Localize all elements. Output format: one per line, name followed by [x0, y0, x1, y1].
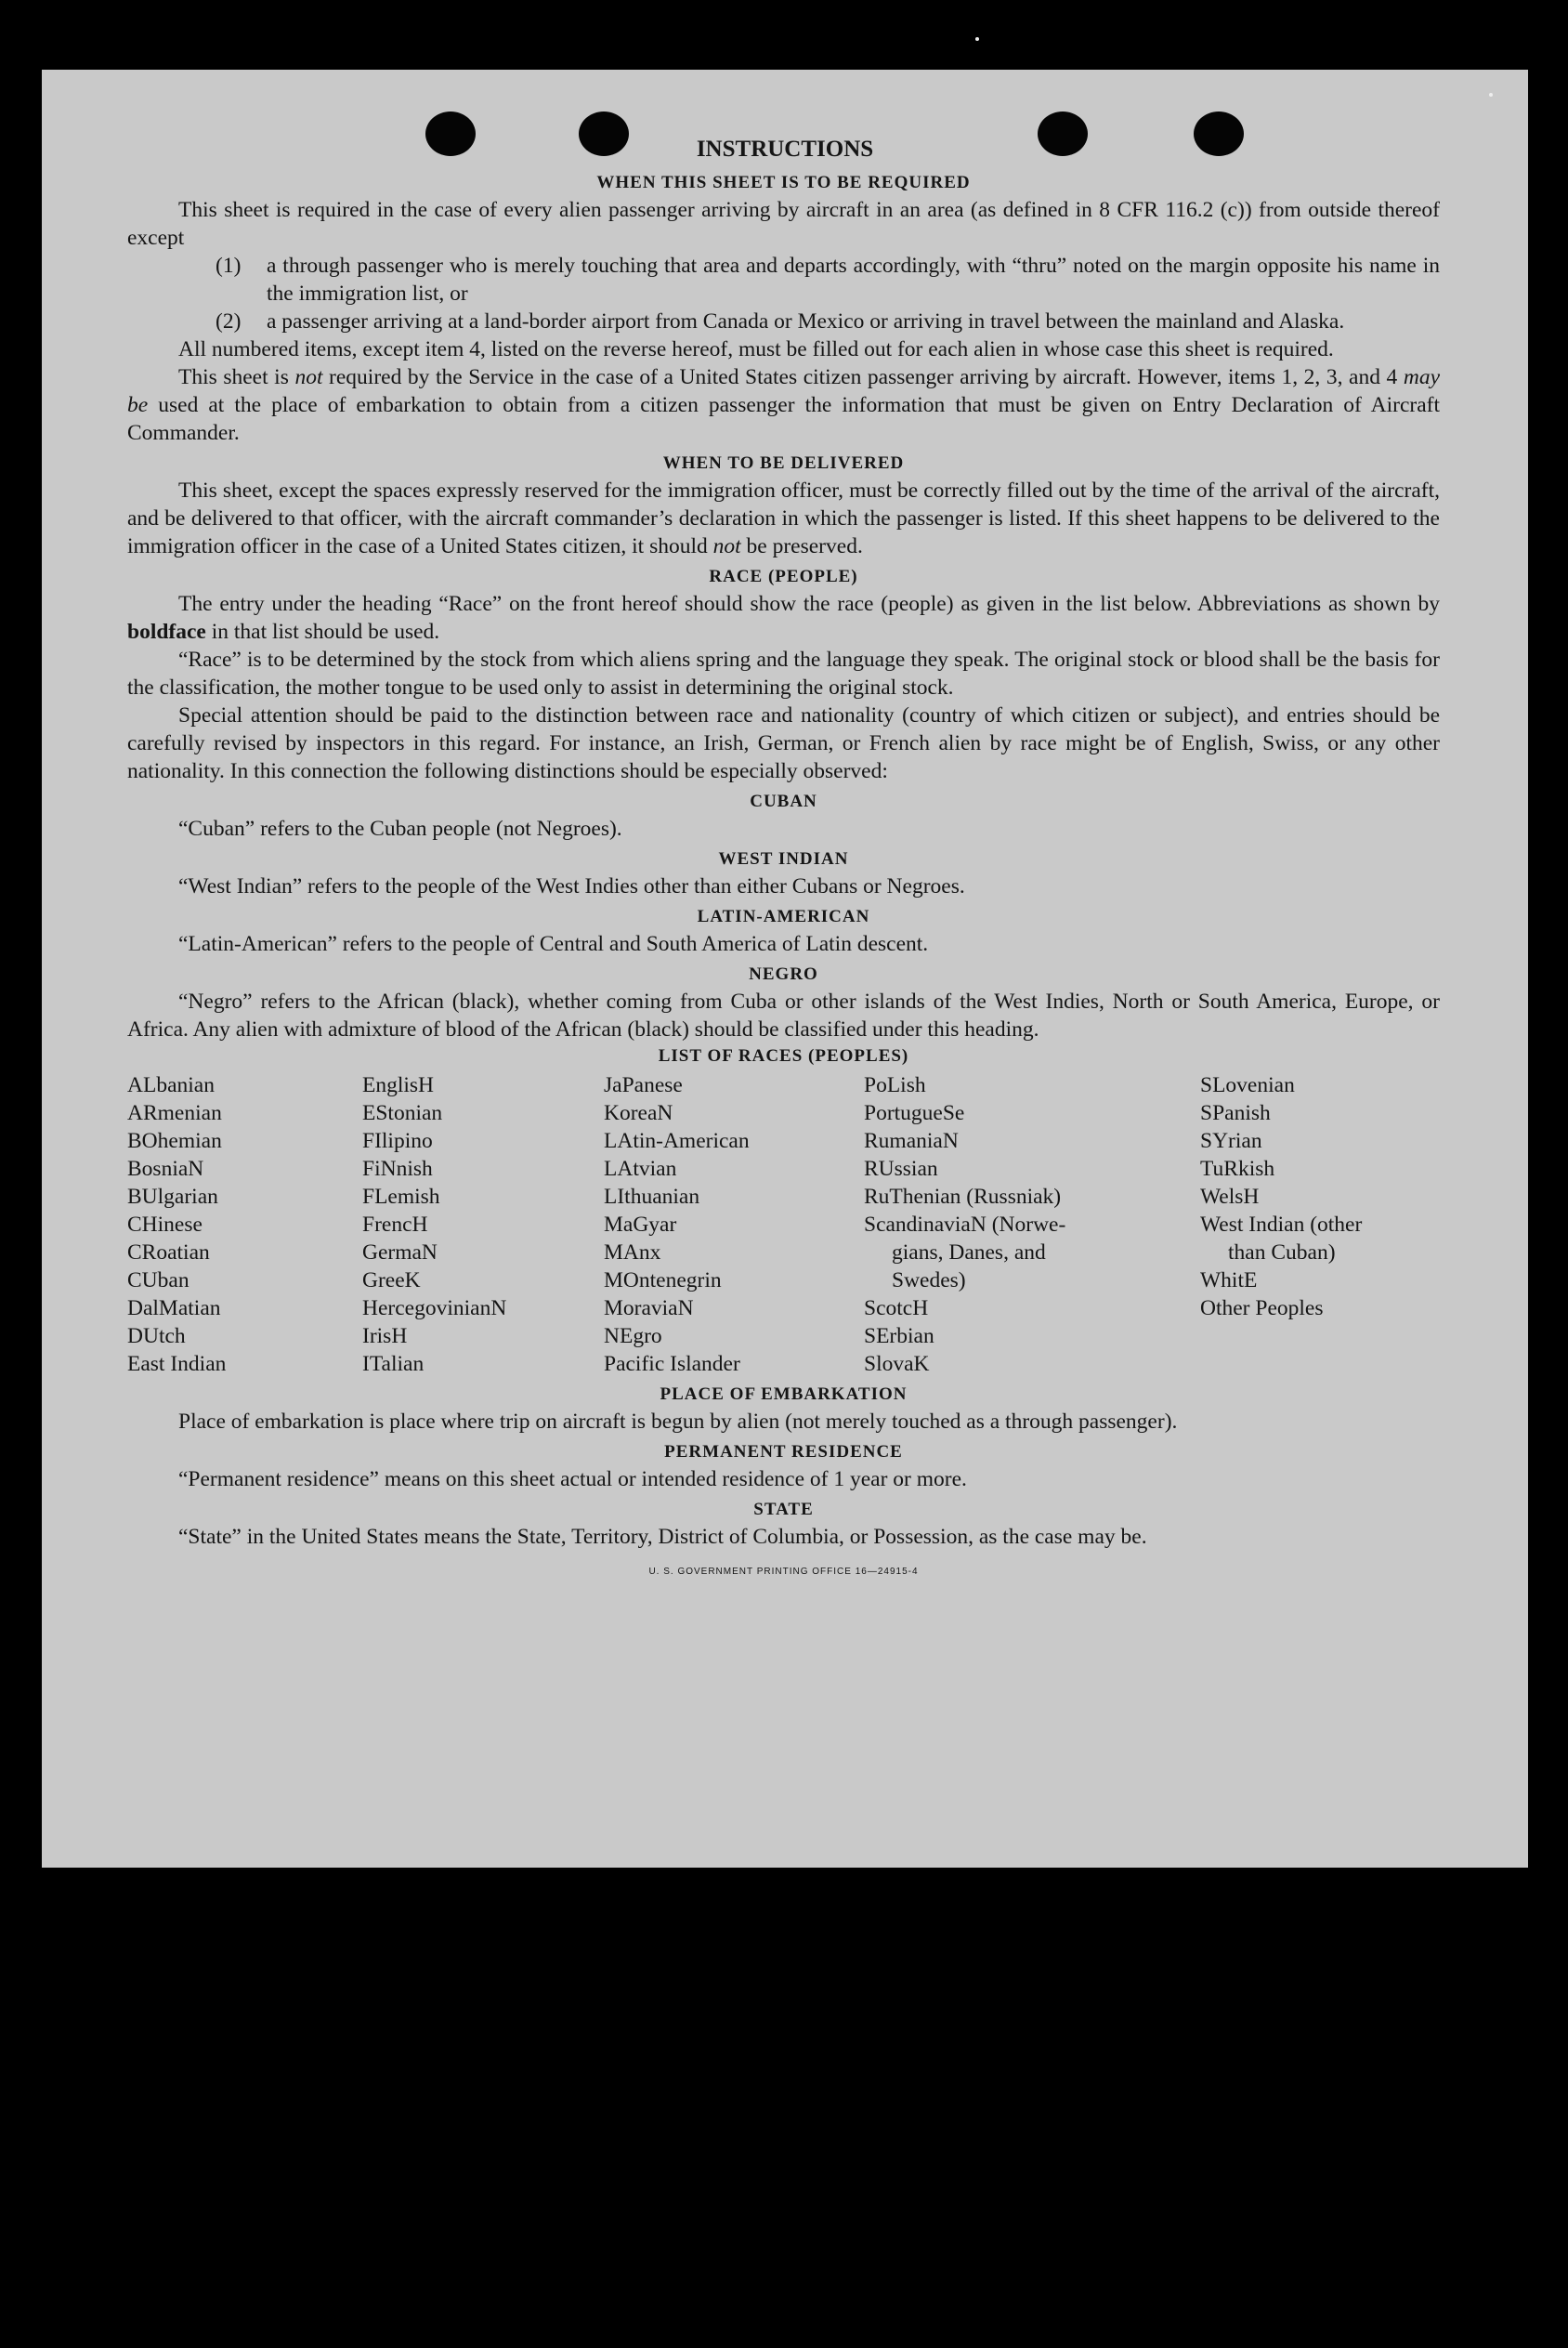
numbered-items-paragraph: All numbered items, except item 4, listed on the reverse hereof, must be filled out for each alien in whose case this sheet is required. [178, 337, 1334, 361]
race-entry: RumaniaN [864, 1129, 959, 1153]
citizen-paragraph [127, 363, 1440, 447]
race-entry: Other Peoples [1200, 1296, 1324, 1320]
race-entry: GreeK [362, 1268, 421, 1292]
latin-american-paragraph: “Latin-American” refers to the people of Central and South America of Latin descent. [178, 932, 929, 956]
item-number: (2) [216, 309, 242, 334]
race-entry: ScotcH [864, 1296, 929, 1320]
document-page [42, 70, 1528, 1868]
emphasis: not [294, 365, 323, 389]
race-entry: MoraviaN [604, 1296, 694, 1320]
race-entry: BosniaN [127, 1157, 204, 1181]
heading-latin-american: LATIN-AMERICAN [697, 907, 870, 926]
heading-cuban: CUBAN [750, 792, 817, 811]
race-entry: SLovenian [1200, 1073, 1295, 1097]
embarkation-paragraph: Place of embarkation is place where trip on aircraft is begun by alien (not merely touched as a through passenger). [178, 1410, 1178, 1434]
race-entry: gians, Danes, and [892, 1240, 1046, 1265]
race-entry: HercegovinianN [362, 1296, 507, 1320]
page-title: INSTRUCTIONS [696, 137, 874, 162]
race-paragraph-3: Special attention should be paid to the distinction between race and nationality (country of which citizen or subject), and entries should be carefully revised by inspectors in this regard. For instance, an Irish, German, or French alien by race might be of English, Swiss, or any other nationality. In this connection the following distinctions should be especially observed: [127, 703, 1440, 783]
race-entry: IrisH [362, 1324, 408, 1348]
cuban-paragraph: “Cuban” refers to the Cuban people (not Negroes). [178, 817, 622, 841]
speck [1489, 93, 1493, 97]
text-run: in that list should be used. [211, 620, 440, 644]
item-text: a through passenger who is merely touching that area and departs accordingly, with “thru” noted on the margin opposite his name in the immigration list, or [267, 254, 1440, 306]
race-entry: than Cuban) [1228, 1240, 1336, 1265]
heading-state: STATE [753, 1500, 814, 1519]
emphasis: not [712, 534, 741, 558]
heading-west-indian: WEST INDIAN [718, 849, 849, 869]
heading-list-of-races: LIST OF RACES (PEOPLES) [658, 1046, 909, 1066]
race-entry: ARmenian [127, 1101, 222, 1125]
delivered-paragraph [127, 477, 1440, 560]
race-entry: MOntenegrin [604, 1268, 722, 1292]
text-run: used at the place of embarkation to obtain from a citizen passenger the information that must be given on Entry Declaration of Aircraft Commander. [127, 393, 1441, 445]
race-entry: KoreaN [604, 1101, 673, 1125]
text-run: required by the Service in the case of a United States citizen passenger arriving by aircraft. However, items 1, 2, 3, and 4 [329, 365, 1398, 389]
item-number: (1) [216, 254, 242, 278]
race-entry: Swedes) [892, 1268, 966, 1292]
race-entry: LAtvian [604, 1157, 677, 1181]
west-indian-paragraph: “West Indian” refers to the people of the West Indies other than either Cubans or Negroes. [178, 874, 965, 899]
race-entry: LAtin-American [604, 1129, 750, 1153]
race-entry: CRoatian [127, 1240, 210, 1265]
race-entry: MAnx [604, 1240, 661, 1265]
race-entry: EStonian [362, 1101, 443, 1125]
race-entry: SPanish [1200, 1101, 1271, 1125]
race-entry: PoLish [864, 1073, 926, 1097]
race-entry: TuRkish [1200, 1157, 1275, 1181]
race-entry: FLemish [362, 1185, 440, 1209]
race-paragraph-1 [127, 590, 1440, 646]
negro-paragraph: “Negro” refers to the African (black), whether coming from Cuba or other islands of the West Indies, North or South America, Europe, or Africa. Any alien with admixture of blood of the African (black) should be classified under this heading. [127, 990, 1440, 1042]
text-run: The entry under the heading “Race” on the front hereof should show the race (people) as given in the list below. Abbreviations as shown by [178, 592, 1440, 616]
race-entry: ScandinaviaN (Norwe- [864, 1213, 1066, 1237]
exception-item [216, 252, 1440, 308]
text-run: This sheet, except the spaces expressly reserved for the immigration officer, must be correctly filled out by the time of the arrival of the aircraft, and be delivered to that officer, with the aircraft commander’s declaration in which the passenger is listed. If this sheet happens to be delivered to the immigration officer in the case of a United States citizen, it should [127, 479, 1440, 558]
bold-run: boldface [127, 620, 206, 644]
race-entry: WhitE [1200, 1268, 1258, 1292]
emphasis: may be [127, 365, 1440, 417]
race-entry: DalMatian [127, 1296, 221, 1320]
text-run: This sheet is [178, 365, 289, 389]
races-column [1200, 1071, 1432, 1378]
race-entry: JaPanese [604, 1073, 683, 1097]
instructions-body [127, 166, 1440, 1586]
race-entry: FIlipino [362, 1129, 433, 1153]
races-column [362, 1071, 604, 1378]
race-entry: CHinese [127, 1213, 203, 1237]
race-entry: SYrian [1200, 1129, 1262, 1153]
intro-paragraph: This sheet is required in the case of every alien passenger arriving by aircraft in an area (as defined in 8 CFR 116.2 (c)) from outside thereof except [127, 198, 1440, 250]
race-entry: NEgro [604, 1324, 662, 1348]
race-entry: West Indian (other [1200, 1213, 1363, 1237]
speck [975, 37, 979, 41]
races-column [127, 1071, 362, 1378]
heading-when-required: WHEN THIS SHEET IS TO BE REQUIRED [596, 173, 971, 192]
race-entry: MaGyar [604, 1213, 677, 1237]
race-entry: East Indian [127, 1352, 227, 1376]
race-entry: Pacific Islander [604, 1352, 740, 1376]
text-run: be preserved. [746, 534, 863, 558]
item-text: a passenger arriving at a land-border airport from Canada or Mexico or arriving in travel between the mainland and Alaska. [267, 309, 1345, 334]
printer-imprint: U. S. GOVERNMENT PRINTING OFFICE 16—24915-4 [648, 1567, 919, 1577]
exception-item [216, 308, 1440, 335]
race-entry: ALbanian [127, 1073, 215, 1097]
race-entry: GermaN [362, 1240, 438, 1265]
race-entry: BOhemian [127, 1129, 222, 1153]
race-entry: LIthuanian [604, 1185, 700, 1209]
race-entry: PortugueSe [864, 1101, 965, 1125]
race-entry: SErbian [864, 1324, 934, 1348]
heading-embarkation: PLACE OF EMBARKATION [660, 1384, 908, 1404]
state-paragraph: “State” in the United States means the State, Territory, District of Columbia, or Possession, as the case may be. [178, 1525, 1147, 1549]
race-entry: FrencH [362, 1213, 428, 1237]
race-entry: EnglisH [362, 1073, 435, 1097]
races-column [864, 1071, 1200, 1378]
heading-race: RACE (PEOPLE) [709, 567, 858, 586]
heading-when-delivered: WHEN TO BE DELIVERED [662, 453, 905, 473]
race-entry: WelsH [1200, 1185, 1260, 1209]
race-entry: ITalian [362, 1352, 425, 1376]
residence-paragraph: “Permanent residence” means on this sheet actual or intended residence of 1 year or more. [178, 1467, 967, 1491]
race-paragraph-2: “Race” is to be determined by the stock from which aliens spring and the language they speak. The original stock or blood shall be the basis for the classification, the mother tongue to be used only to assist in determining the original stock. [127, 648, 1440, 700]
race-entry: DUtch [127, 1324, 186, 1348]
race-entry: BUlgarian [127, 1185, 218, 1209]
races-list [127, 1071, 1440, 1378]
race-entry: RuThenian (Russniak) [864, 1185, 1062, 1209]
race-entry: FiNnish [362, 1157, 433, 1181]
heading-residence: PERMANENT RESIDENCE [664, 1442, 903, 1462]
race-entry: SlovaK [864, 1352, 930, 1376]
race-entry: CUban [127, 1268, 189, 1292]
race-entry: RUssian [864, 1157, 938, 1181]
races-column [604, 1071, 864, 1378]
heading-negro: NEGRO [749, 964, 818, 984]
